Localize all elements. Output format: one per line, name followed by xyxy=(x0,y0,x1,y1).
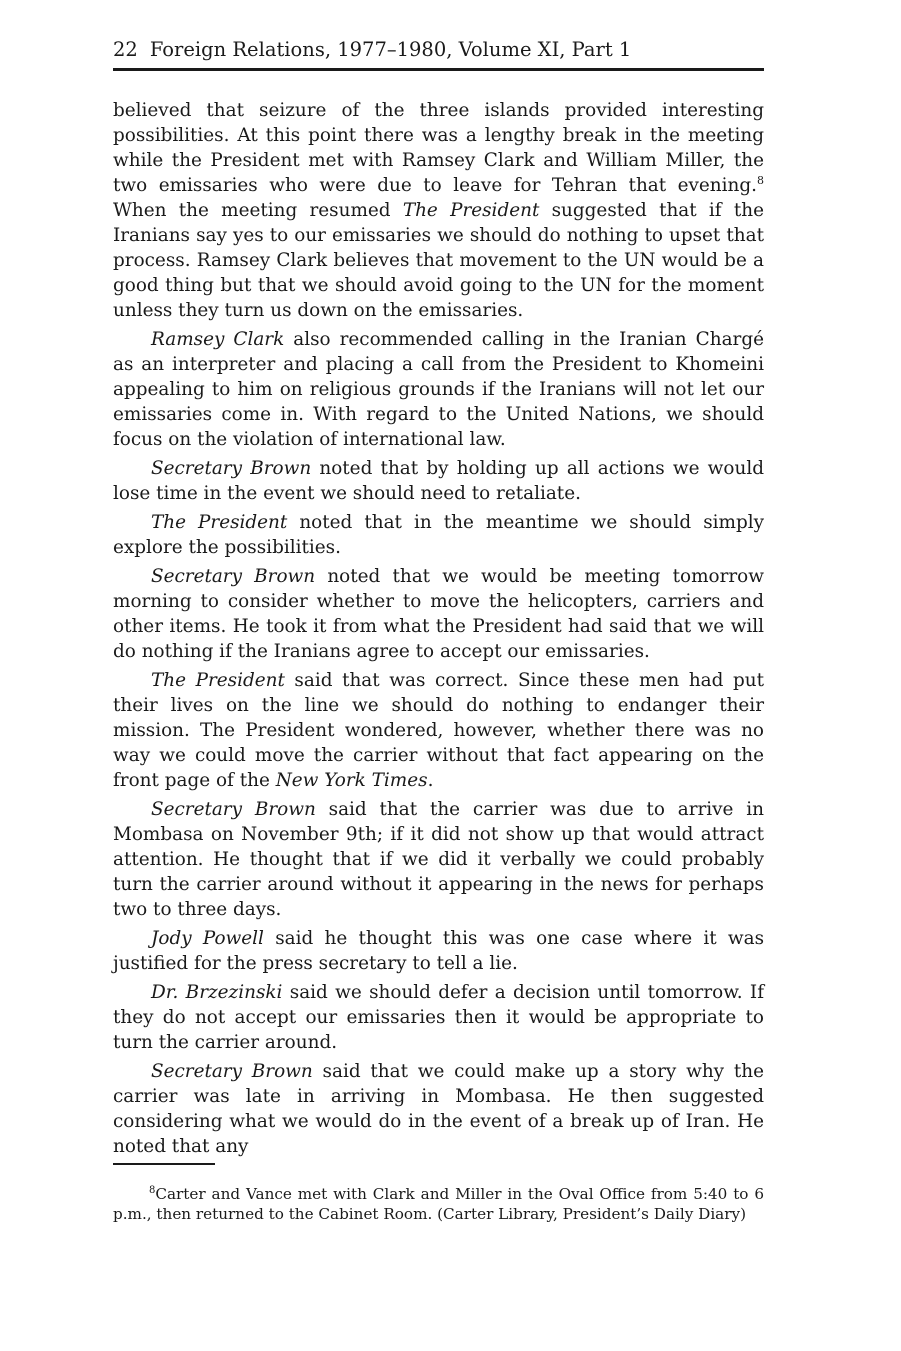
paragraph-5 xyxy=(113,564,764,664)
paragraph-10 xyxy=(113,1059,764,1159)
paragraph-4 xyxy=(113,510,764,560)
paragraph-text: said that we could make up a story why the carrier was late in arriving in Mombasa. He then suggested considering what we would do in the event of a break up of Iran. He noted that any xyxy=(113,1061,764,1157)
paragraph-text: When the meeting resumed xyxy=(113,200,403,221)
speaker-name: The President xyxy=(151,512,288,533)
footnote-marker: 8 xyxy=(149,1185,156,1196)
paragraph-text: noted that in the meantime we should simply explore the possibilities. xyxy=(113,512,764,558)
body-text xyxy=(113,98,764,1163)
paragraph-text: suggested that if the Iranians say yes to our emissaries we should do nothing to upset that process. Ramsey Clark believes that movement to the UN would be a good thing but that we should avoid going to the UN for the moment unless they turn us down on the emissaries. xyxy=(113,200,764,321)
paragraph-text: said we should defer a decision until tomorrow. If they do not accept our emissaries then it would be appropriate to turn the carrier around. xyxy=(113,982,764,1053)
footnote xyxy=(113,1184,764,1224)
speaker-name: The President xyxy=(151,670,285,691)
running-header xyxy=(113,36,764,71)
footnote-divider xyxy=(113,1163,215,1165)
paragraph-text: . xyxy=(427,770,434,791)
paragraph-text: noted that we would be meeting tomorrow morning to consider whether to move the helicopters, carriers and other items. He took it from what the President had said that we will do nothing if the Iranians agree to accept our emissaries. xyxy=(113,566,764,662)
speaker-name: Secretary Brown xyxy=(151,1061,313,1082)
paragraph-text: said he thought this was one case where it was justified for the press secretary to tell a lie. xyxy=(113,928,765,974)
paragraph-text: noted that by holding up all actions we would lose time in the event we should need to retaliate. xyxy=(113,458,764,504)
paragraph-7 xyxy=(113,797,764,922)
speaker-name: Jody Powell xyxy=(151,928,264,949)
footnote-text: Carter and Vance met with Clark and Miller in the Oval Office from 5:40 to 6 p.m., then returned to the Cabinet Room. (Carter Library, President’s Daily Diary) xyxy=(113,1185,764,1223)
paragraph-1 xyxy=(113,98,764,323)
publication-title: New York Times xyxy=(275,770,428,791)
paragraph-text: also recommended calling in the Iranian Chargé as an interpreter and placing a call from the President to Khomeini appealing to him on religious grounds if the Iranians will not let our emissaries come in. With regard to the United Nations, we should focus on the violation of international law. xyxy=(113,329,764,450)
paragraph-9 xyxy=(113,980,764,1055)
footnote-reference[interactable]: 8 xyxy=(757,174,764,187)
speaker-name: The President xyxy=(402,200,540,221)
paragraph-text: said that the carrier was due to arrive in Mombasa on November 9th; if it did not show up that would attract attention. He thought that if we did it verbally we could probably turn the carrier around without it appearing in the news for perhaps two to three days. xyxy=(113,799,764,920)
running-title: Foreign Relations, 1977–1980, Volume XI, Part 1 xyxy=(149,38,632,61)
paragraph-2 xyxy=(113,327,764,452)
paragraph-6 xyxy=(113,668,764,793)
speaker-name: Secretary Brown xyxy=(151,799,316,820)
paragraph-3 xyxy=(113,456,764,506)
speaker-name: Secretary Brown xyxy=(151,566,316,587)
page-number: 22 xyxy=(113,38,138,61)
paragraph-8 xyxy=(113,926,764,976)
speaker-name: Secretary Brown xyxy=(151,458,312,479)
paragraph-text: believed that seizure of the three islands provided interesting possibilities. At this point there was a lengthy break in the meeting while the President met with Ramsey Clark and William Miller, the two emissaries who were due to leave for Tehran that evening. xyxy=(113,100,764,196)
speaker-name: Ramsey Clark xyxy=(151,329,285,350)
paragraph-text: said that was correct. Since these men had put their lives on the line we should do nothing to endanger their mission. The President wondered, however, whether there was no way we could move the carrier without that fact appearing on the front page of the xyxy=(113,670,764,791)
speaker-name: Dr. Brzezinski xyxy=(151,982,283,1003)
